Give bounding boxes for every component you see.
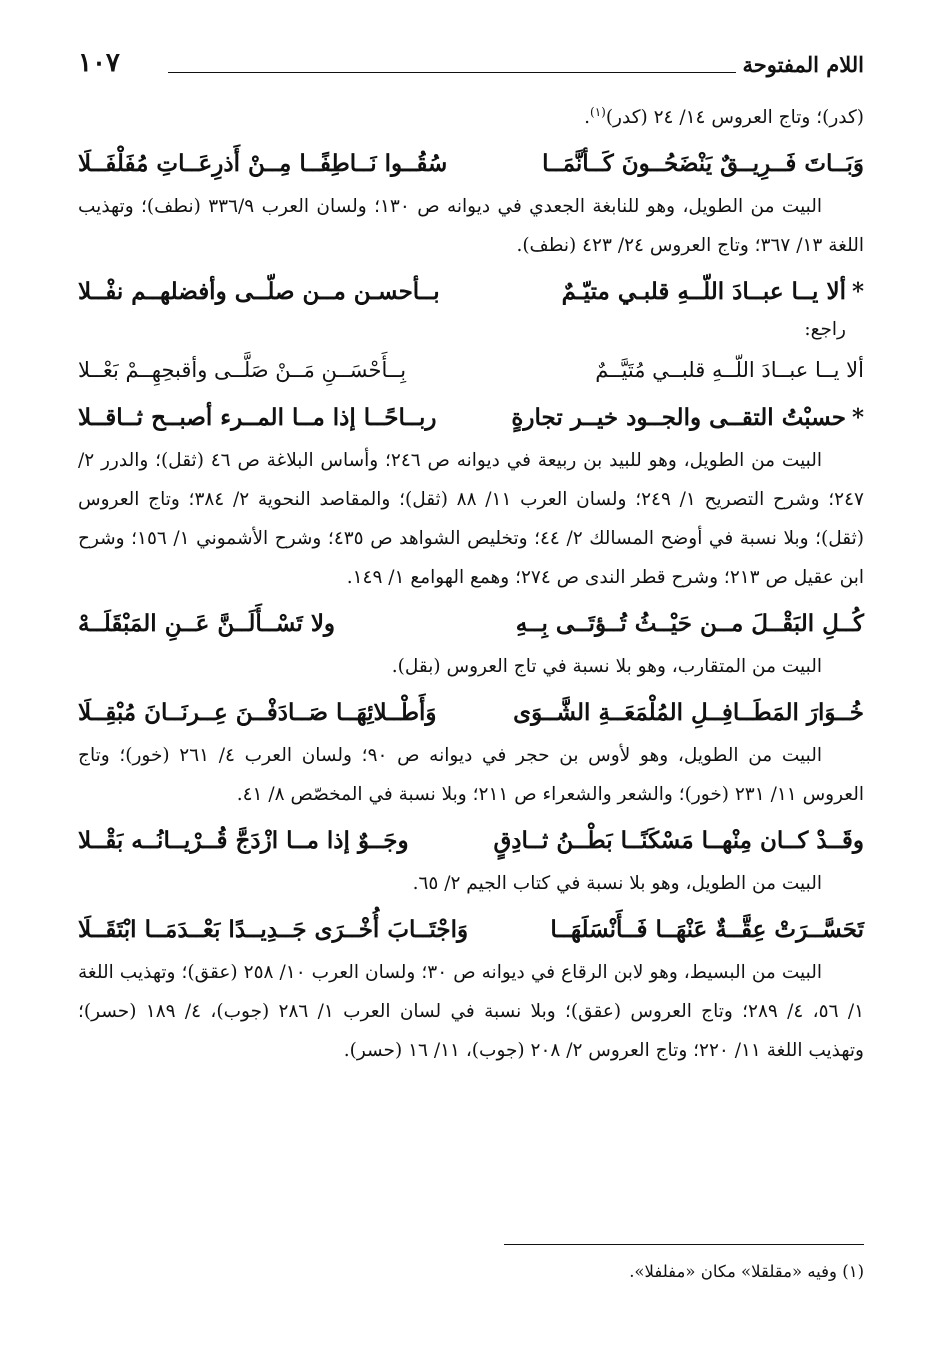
citation-continuation [78,98,864,137]
verse-5 [78,601,864,647]
page-body [78,98,864,1074]
verse-8-second-hemistich: وَاجْتَــابَ أُخْــرَى جَــدِيــدًا بَعْــدَمَــا ابْتَقَــلَا [78,916,469,943]
header-rule [168,72,736,73]
verse-1-commentary: البيت من الطويل، وهو للنابغة الجعدي في ديوانه ص ١٣٠؛ ولسان العرب ٣٣٦/٩ (نطف)؛ وتهذيب اللغة ١٣/ ٣٦٧؛ وتاج العروس ٢٤/ ٤٢٣ (نطف). [78,196,864,256]
verse-7-first-hemistich: وقَــدْ كــان مِنْهــا مَسْكَنًــا بَطْــنُ ثــادِقٍ [493,827,864,854]
verse-2-second-hemistich: بــأحسـن مــن صلّــى وأفضلهــم نفْــلا [78,278,440,305]
verse-4-first-hemistich [511,395,864,441]
citation-period: . [584,107,591,128]
verse-8-commentary: البيت من البسيط، وهو لابن الرقاع في ديوانه ص ٣٠؛ ولسان العرب ١٠/ ٢٥٨ (عقق)؛ وتهذيب اللغة ١/ ٥٦، ٤/ ٢٨٩؛ وتاج العروس (عقق)؛ وبلا نسبة في لسان العرب ١/ ٢٨٦ (جوب)، ٤/ ١٨٩ (حسر)؛ وتهذيب اللغة ١١/ ٢٢٠؛ وتاج العروس ٢/ ٢٠٨ (جوب)، ١١/ ١٦ (حسر). [78,962,865,1061]
verse-2-first-hemistich [562,269,864,315]
verse-8 [78,907,864,953]
chapter-title: اللام المفتوحة [742,52,864,77]
verse-6-commentary: البيت من الطويل، وهو لأوس بن حجر في ديوانه ص ٩٠؛ ولسان العرب ٤/ ٢٦١ (خور)؛ وتاج العروس ١١/ ٢٣١ (خور)؛ والشعر والشعراء ص ٢١١؛ وبلا نسبة في المخصّص ٨/ ٤١. [78,745,864,805]
verse-8-first-hemistich: تَحَسَّــرَتْ عِقَّــةٌ عَنْهَــا فَــأَنْسَلَهَــا [550,916,864,943]
citation-text: (كدر)؛ وتاج العروس ١٤/ ٢٤ (كدر) [605,107,864,128]
asterisk-marker: * [851,278,864,305]
verse-1-first-hemistich: وَبَــاتَ فَــرِيــقٌ يَنْضَحُــونَ كَــأنَّمَــا [542,150,864,177]
verse-3 [78,347,864,393]
verse-1-second-hemistich: سُقُــوا نَــاطِفًــا مِــنْ أَذرِعَــاتِ مُفَلْفَــلَا [78,150,448,177]
verse-6 [78,690,864,736]
verse-5-first-hemistich: كُــلِ البَقْــلَ مــن حَيْــثُ تُــؤتَــى بِــهِ [515,610,864,637]
verse-6-second-hemistich: وَأَطْــلائِهَــا صَــادَفْــنَ عِــرنَــانَ مُبْقِــلَا [78,699,437,726]
footnote-separator [504,1244,864,1245]
verse-3-second-hemistich: بِــأَحْسَــنِ مَــنْ صَلَّــى وأقبحِهِــمْ بَعْــلا [78,358,407,382]
see-also-label: راجع: [804,319,846,340]
verse-6-first-hemistich: خُــوَارَ المَطَــافِــلِ المُلْمَعَــةِ الشَّــوَى [513,699,864,726]
verse-5-second-hemistich: ولا تَسْــأَلَــنَّ عَــنِ المَبْقَلَــهْ [78,610,336,637]
verse-1 [78,141,864,187]
verse-4-first-text: حسبْتُ التقــى والجــود خيــر تجارةٍ [511,404,846,431]
verse-7 [78,818,864,864]
asterisk-marker: * [851,404,864,431]
verse-4 [78,395,864,441]
verse-4-commentary: البيت من الطويل، وهو للبيد بن ربيعة في ديوانه ص ٢٤٦؛ وأساس البلاغة ص ٤٦ (ثقل)؛ والدرر ٢/ ٢٤٧؛ وشرح التصريح ١/ ٢٤٩؛ ولسان العرب ١١/ ٨٨ (ثقل)؛ والمقاصد النحوية ٢/ ٣٨٤؛ وتاج العروس (ثقل)؛ وبلا نسبة في أوضح المسالك ٢/ ٤٤؛ وتخليص الشواهد ص ٤٣٥؛ وشرح الأشموني ١/ ١٥٦؛ وشرح ابن عقيل ص ٢١٣؛ وشرح قطر الندى ص ٢٧٤؛ وهمع الهوامع ١/ ١٤٩. [78,450,864,588]
verse-4-second-hemistich: ربــاحًــا إذا مــا المــرء أصبــح ثــاقــلا [78,404,437,431]
footnote-marker: (١) [590,104,606,119]
verse-2 [78,269,864,315]
verse-7-commentary: البيت من الطويل، وهو بلا نسبة في كتاب الجيم ٢/ ٦٥. [412,873,822,894]
verse-5-commentary: البيت من المتقارب، وهو بلا نسبة في تاج العروس (بقل). [391,656,822,677]
verse-3-first-hemistich: ألا يــا عبــادَ اللّــهِ قلبــي مُتَيَّــمٌ [595,358,864,382]
running-header [78,48,864,88]
page-number: ١٠٧ [78,48,120,78]
verse-2-first-text: ألا يــا عبــادَ اللّــهِ قلبـي متيّـمٌ [561,278,846,305]
verse-7-second-hemistich: وجَــوٌ إذا مــا ازْدَجَّ قُــرْيــانُــه بَقْــلا [78,827,409,854]
footnote: (١) وفيه «مقلقلا» مكان «مفلفلا». [629,1262,864,1281]
